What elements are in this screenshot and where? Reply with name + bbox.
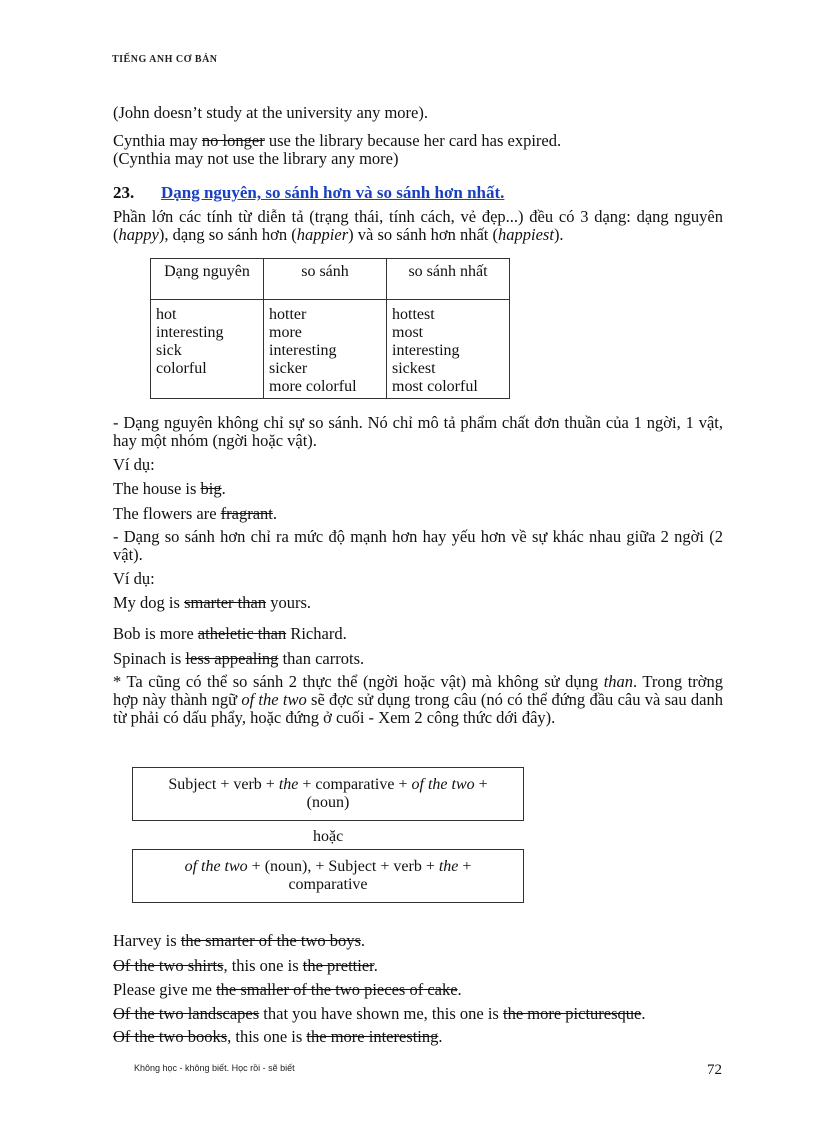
underlined-text: the prettier xyxy=(302,956,374,975)
text: Richard. xyxy=(286,624,347,643)
text: * Ta cũng có thể so sánh 2 thực thể (ngời hoặc vật) mà không sử dụng xyxy=(113,672,604,691)
intro-line-2 xyxy=(113,132,723,150)
underlined-text: Of the two shirts xyxy=(113,956,224,975)
text: , this one is xyxy=(227,1027,307,1046)
text: , this one is xyxy=(223,956,303,975)
italic-text: happier xyxy=(296,225,349,244)
example-sentence xyxy=(113,505,723,523)
italic-text: happy xyxy=(118,225,159,244)
or-label: hoặc xyxy=(313,828,344,845)
underlined-text: fragrant xyxy=(220,504,273,523)
footer-motto: Không học - không biết. Học rồi - sẽ biết xyxy=(134,1063,295,1073)
example-sentence xyxy=(113,594,723,612)
formula-line xyxy=(133,858,523,876)
table-item: colorful xyxy=(156,360,207,377)
paragraph-forms xyxy=(113,208,723,244)
underlined-text: smarter than xyxy=(184,593,267,612)
underlined-text: less appealing xyxy=(185,649,279,668)
underlined-text: the smaller of the two pieces of cake xyxy=(216,980,458,999)
table-item: sicker xyxy=(269,360,308,377)
page-number: 72 xyxy=(707,1062,722,1078)
table-item: more colorful xyxy=(269,378,357,395)
table-header-base: Dạng nguyên xyxy=(151,259,264,300)
table-item: most colorful xyxy=(392,378,478,395)
italic-text: than xyxy=(603,672,634,691)
text: . Trong trờng hợp này thành ngữ xyxy=(113,672,724,709)
text: . xyxy=(373,956,378,975)
table-item: more xyxy=(269,324,302,341)
italic-text: the xyxy=(278,776,299,793)
example-sentence xyxy=(113,650,723,668)
italic-text: the xyxy=(438,858,459,875)
table-item: hottest xyxy=(392,306,435,323)
underlined-text: the more picturesque xyxy=(502,1004,642,1023)
text: that you have shown me, this one is xyxy=(259,1004,503,1023)
text: Bob is more xyxy=(113,624,198,643)
text: + xyxy=(458,858,472,875)
italic-text: of the two xyxy=(411,776,475,793)
text: than carrots. xyxy=(278,649,365,668)
table-item: interesting xyxy=(392,342,460,359)
table-header-superlative: so sánh nhất xyxy=(387,259,510,300)
example-sentence xyxy=(113,981,723,999)
section-number: 23. xyxy=(113,183,135,202)
underlined-text: big xyxy=(200,479,222,498)
table-item: hot xyxy=(156,306,177,323)
text: use the library because her card has expired. xyxy=(264,131,562,150)
example-label: Ví dụ: xyxy=(113,569,155,588)
text: ), dạng so sánh hơn ( xyxy=(158,225,297,244)
text: The flowers are xyxy=(113,504,221,523)
text: Cynthia may xyxy=(113,131,202,150)
table-item: interesting xyxy=(269,342,337,359)
text: Spinach is xyxy=(113,649,186,668)
formula-line: comparative xyxy=(288,876,368,893)
underlined-text: the smarter of the two boys xyxy=(180,931,361,950)
example-sentence xyxy=(113,932,723,950)
text: . xyxy=(438,1027,443,1046)
table-item: sickest xyxy=(392,360,436,377)
italic-text: of the two xyxy=(184,858,248,875)
text: . xyxy=(272,504,277,523)
text: The house is xyxy=(113,479,201,498)
table-item: hotter xyxy=(269,306,307,323)
table-cell-superlative xyxy=(387,300,510,399)
section-title-link[interactable]: Dạng nguyên, so sánh hơn và so sánh hơn nhất. xyxy=(161,183,505,202)
underlined-text: the more interesting xyxy=(306,1027,439,1046)
text: yours. xyxy=(266,593,311,612)
table-header-comparative: so sánh xyxy=(264,259,387,300)
example-sentence xyxy=(113,480,723,498)
underlined-text: atheletic than xyxy=(197,624,287,643)
underlined-text: Of the two books xyxy=(113,1027,228,1046)
table-cell-base xyxy=(151,300,264,399)
underlined-text: Of the two landscapes xyxy=(113,1004,260,1023)
text: sẽ đợc sử dụng trong câu (nó có thể đứng đầu câu và sau danh từ phải có dấu phẩy, hoặc đứng ở cuối - Xem 2 công thức dới đây). xyxy=(113,690,723,727)
text: Please give me xyxy=(113,980,217,999)
example-label: Ví dụ: xyxy=(113,455,155,474)
intro-line-1: (John doesn’t study at the university any more). xyxy=(113,103,428,122)
example-sentence xyxy=(113,1028,723,1046)
paragraph-comparative: - Dạng so sánh hơn chỉ ra mức độ mạnh hơn hay yếu hơn về sự khác nhau giữa 2 ngời (2 vật). xyxy=(113,527,723,564)
text: + (noun), + Subject + verb + xyxy=(247,858,439,875)
comparison-table xyxy=(150,258,510,399)
text: ) và so sánh hơn nhất ( xyxy=(348,225,499,244)
text: Harvey is xyxy=(113,931,181,950)
example-sentence xyxy=(113,957,723,975)
italic-text: of the two xyxy=(241,690,307,709)
table-item: most xyxy=(392,324,424,341)
formula-box-1 xyxy=(132,767,524,821)
text: + xyxy=(474,776,488,793)
text: Subject + verb + xyxy=(168,776,279,793)
example-sentence xyxy=(113,1005,723,1023)
text: My dog is xyxy=(113,593,185,612)
intro-line-3: (Cynthia may not use the library any more) xyxy=(113,149,399,168)
text: Phần lớn các tính từ diễn tả (trạng thái, tính cách, vẻ đẹp...) đều có 3 dạng: dạng nguyên ( xyxy=(113,207,723,244)
formula-line xyxy=(133,776,523,794)
formula-line: (noun) xyxy=(306,794,350,811)
text: . xyxy=(641,1004,646,1023)
running-header: TIẾNG ANH CƠ BẢN xyxy=(112,54,218,65)
text: + comparative + xyxy=(298,776,412,793)
underlined-text: no longer xyxy=(201,131,265,150)
table-item: interesting xyxy=(156,324,224,341)
text: . xyxy=(360,931,366,950)
text: . xyxy=(457,980,462,999)
text: ). xyxy=(553,225,564,244)
text: . xyxy=(221,479,226,498)
paragraph-of-the-two xyxy=(113,673,723,727)
paragraph-base-form: - Dạng nguyên không chỉ sự so sánh. Nó chỉ mô tả phẩm chất đơn thuần của 1 ngời, 1 vật, hay một nhóm (ngời hoặc vật). xyxy=(113,413,723,450)
formula-box-2 xyxy=(132,849,524,903)
italic-text: happiest xyxy=(498,225,554,244)
table-cell-comparative xyxy=(264,300,387,399)
table-item: sick xyxy=(156,342,182,359)
section-heading xyxy=(113,183,504,203)
example-sentence xyxy=(113,625,723,643)
